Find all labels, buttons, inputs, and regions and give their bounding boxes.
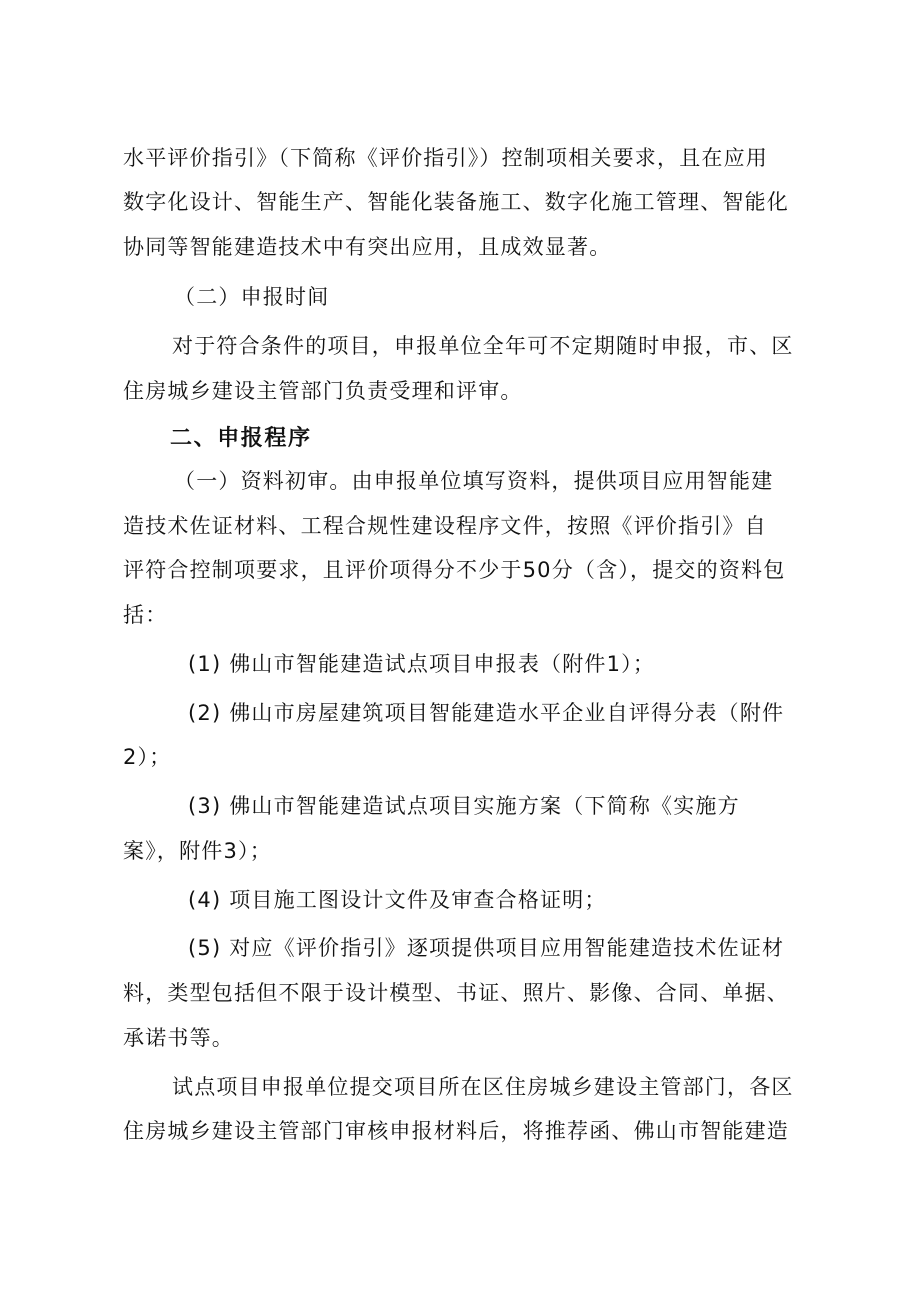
paragraph-line: 水平评价指引》（下简称《评价指引》）控制项相关要求，且在应用 [123, 146, 768, 170]
list-item: (2) 佛山市房屋建筑项目智能建造水平企业自评得分表（附件 [188, 701, 785, 725]
list-item-continuation: 2）； [123, 745, 172, 769]
paragraph-line: 评符合控制项要求，且评价项得分不少于50分（含），提交的资料包 [123, 558, 786, 582]
paragraph-line: 协同等智能建造技术中有突出应用，且成效显著。 [123, 235, 612, 259]
paragraph-line: 括： [123, 603, 168, 627]
paragraph-line: （一）资料初审。由申报单位填写资料，提供项目应用智能建 [174, 469, 774, 493]
section-heading: 二、申报程序 [170, 426, 312, 451]
paragraph-line: 数字化设计、智能生产、智能化装备施工、数字化施工管理、智能化 [123, 190, 789, 214]
list-item-continuation: 承诺书等。 [123, 1026, 234, 1050]
list-item: (4) 项目施工图设计文件及审查合格证明； [188, 888, 607, 912]
list-item-continuation: 料，类型包括但不限于设计模型、书证、照片、影像、合同、单据、 [123, 981, 789, 1005]
paragraph-line: 住房城乡建设主管部门审核申报材料后，将推荐函、佛山市智能建造 [123, 1119, 789, 1143]
paragraph-line: 住房城乡建设主管部门负责受理和评审。 [123, 379, 523, 403]
list-item: (1) 佛山市智能建造试点项目申报表（附件1）； [188, 652, 656, 676]
paragraph-line: 对于符合条件的项目，申报单位全年可不定期随时申报，市、区 [172, 334, 794, 358]
list-item: (3) 佛山市智能建造试点项目实施方案（下简称《实施方 [188, 794, 740, 818]
section-subheading: （二）申报时间 [174, 285, 330, 309]
list-item-continuation: 案》，附件3）； [123, 839, 272, 863]
paragraph-line: 造技术佐证材料、工程合规性建设程序文件，按照《评价指引》自 [123, 514, 767, 538]
list-item: (5) 对应《评价指引》逐项提供项目应用智能建造技术佐证材 [188, 936, 785, 960]
paragraph-line: 试点项目申报单位提交项目所在区住房城乡建设主管部门，各区 [172, 1075, 794, 1099]
